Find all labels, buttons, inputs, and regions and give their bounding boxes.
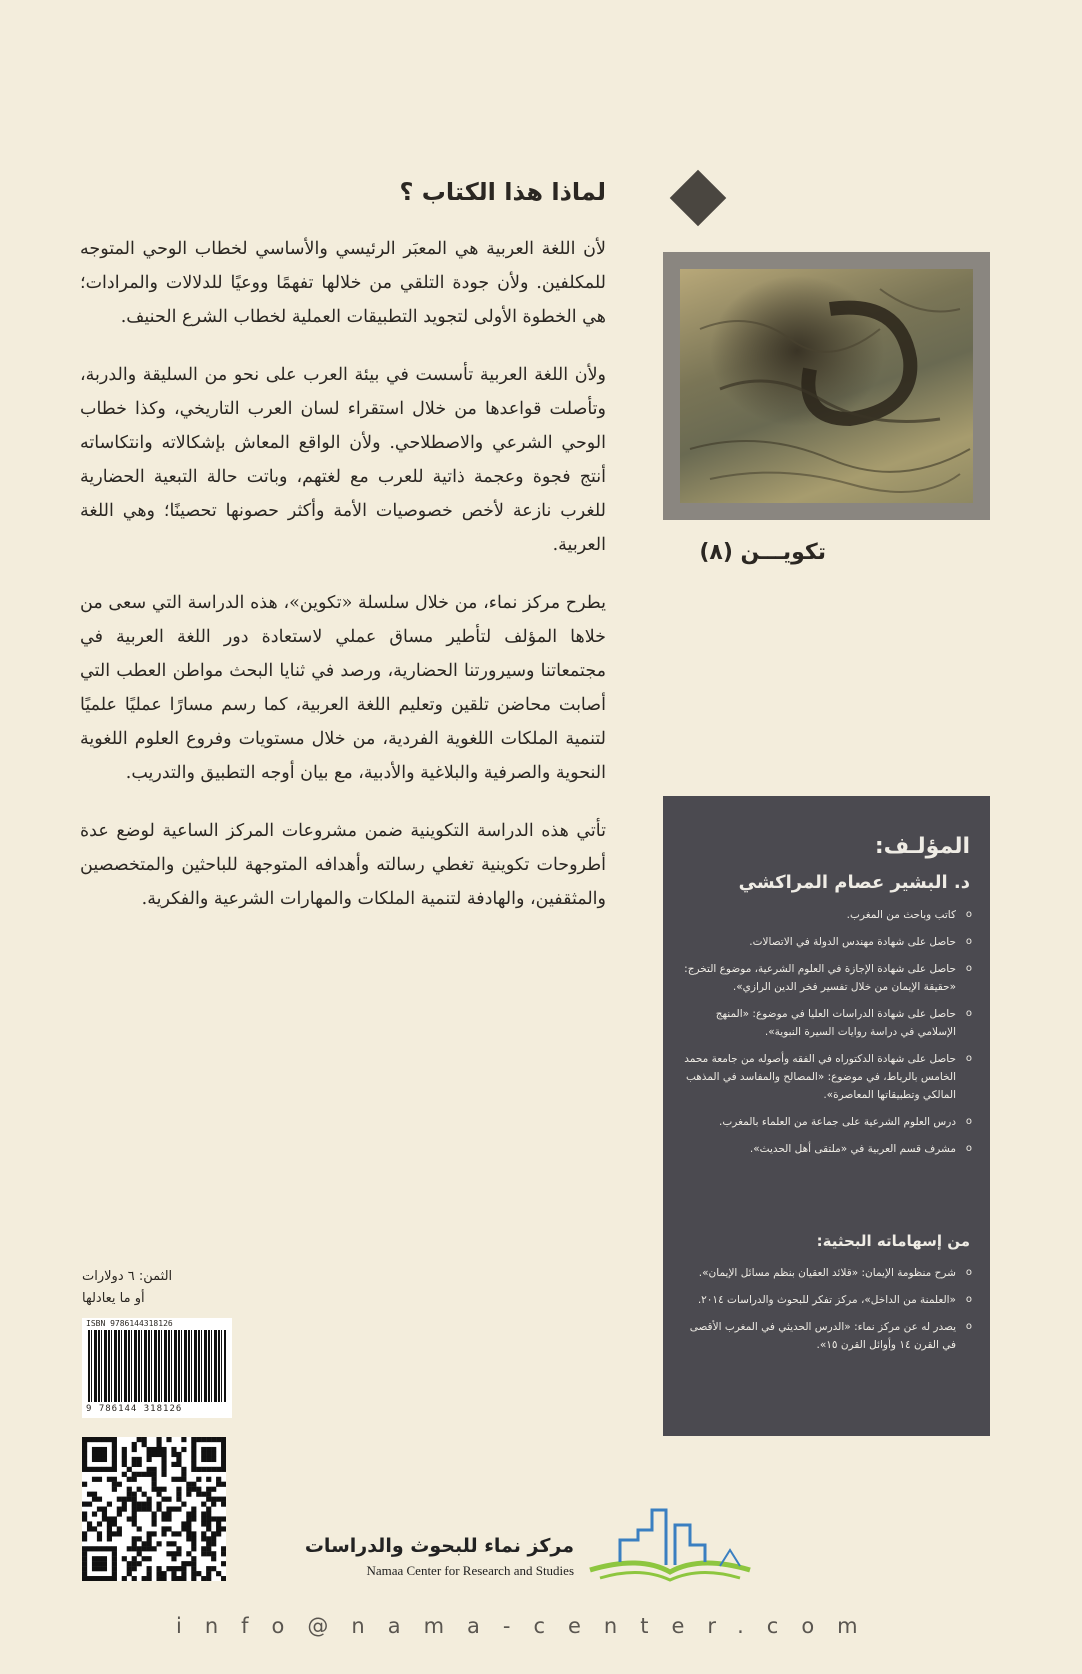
description-text — [80, 232, 606, 940]
paragraph-1: لأن اللغة العربية هي المعبَر الرئيسي والأساسي لخطاب الوحي المتوجه للمكلفين. ولأن جودة التلقي من خلالها تفهمًا ووعيًا للدلالات والمرادات؛ هي الخطوة الأولى لتجويد التطبيقات العملية لخطاب الشرع الحنيف. — [80, 239, 606, 327]
section-heading: لماذا هذا الكتاب ؟ — [399, 178, 606, 206]
contribution-item: o «العلمنة من الداخل»، مركز تفكر للبحوث والدراسات ٢٠١٤. — [680, 1291, 972, 1309]
bio-item: o مشرف قسم العربية في «ملتقى أهل الحديث». — [680, 1140, 972, 1158]
author-box — [663, 796, 990, 1436]
cover-art-frame — [663, 252, 990, 520]
bullet-icon: o — [965, 1321, 972, 1332]
bullet-icon: o — [965, 1267, 972, 1278]
isbn-digits: 9 786144 318126 — [86, 1404, 183, 1414]
author-label: المؤلـف: — [874, 834, 970, 859]
calligraphy-artwork — [680, 269, 973, 503]
author-bio-list — [680, 906, 972, 1167]
bullet-icon: o — [965, 1008, 972, 1019]
paragraph-3: يطرح مركز نماء، من خلال سلسلة «تكوين»، هذه الدراسة التي سعى من خلاها المؤلف لتأطير مساق عملي لاستعادة دور اللغة العربية في مجتمعاتنا وسيرورتنا الحضارية، ورصد في ثنايا البحث مواطن العطب التي أصابت محاضن تلقين وتعليم اللغة العربية، كما رسم مسارًا عمليًا علميًا لتنمية الملكات اللغوية الفردية، من خلال مستويات وفروع العلوم اللغوية النحوية والصرفية والبلاغية والأدبية، مع بيان أوجه التطبيق والتدريب. — [80, 593, 606, 783]
qr-code-icon — [82, 1437, 226, 1581]
contact-email: info@nama-center.com — [176, 1614, 881, 1638]
bio-item: o درس العلوم الشرعية على جماعة من العلماء بالمغرب. — [680, 1113, 972, 1131]
paragraph-2: ولأن اللغة العربية تأسست في بيئة العرب على نحو من السليقة والدربة، وتأصلت قواعدها من خلال استقراء لسان العرب التاريخي، وكذا خطاب الوحي الشرعي والاصطلاحي. ولأن الواقع المعاش بإشكالاته وانتكاساته أنتج فجوة وعجمة ذاتية للعرب مع لغتهم، وباتت حالة التبعية الحضارية للغرب نازعة لأخص خصوصيات الأمة وأكثر حصونها تحصينًا؛ وهي اللغة العربية. — [80, 365, 606, 555]
publisher-logo-icon — [580, 1500, 760, 1585]
bullet-icon: o — [965, 1294, 972, 1305]
publisher-name-arabic: مركز نماء للبحوث والدراسات — [304, 1535, 574, 1557]
barcode-icon — [88, 1330, 226, 1402]
author-name: د. البشير عصام المراكشي — [738, 872, 970, 893]
diamond-ornament-icon — [670, 170, 727, 227]
bio-item: o حاصل على شهادة الدراسات العليا في موضوع: «المنهج الإسلامي في دراسة روايات السيرة النبوية». — [680, 1005, 972, 1041]
contributions-list — [680, 1264, 972, 1363]
contributions-title: من إسهاماته البحثية: — [816, 1232, 970, 1250]
bullet-icon: o — [965, 936, 972, 947]
isbn-barcode — [82, 1318, 232, 1418]
bio-item: o حاصل على شهادة الإجازة في العلوم الشرعية، موضوع التخرج: «حقيقة الإيمان من خلال تفسير فخر الدين الرازي». — [680, 960, 972, 996]
bullet-icon: o — [965, 909, 972, 920]
bullet-icon: o — [965, 1053, 972, 1064]
series-title: تكويـــن (٨) — [699, 540, 826, 565]
bullet-icon: o — [965, 1116, 972, 1127]
contribution-item: o يصدر له عن مركز نماء: «الدرس الحديثي في المغرب الأقصى في القرن ١٤ وأوائل القرن ١٥». — [680, 1318, 972, 1354]
bio-item: o حاصل على شهادة مهندس الدولة في الاتصالات. — [680, 933, 972, 951]
publisher-name-english: Namaa Center for Research and Studies — [366, 1563, 574, 1578]
isbn-label: ISBN 9786144318126 — [86, 1319, 173, 1328]
bio-item: o حاصل على شهادة الدكتوراه في الفقه وأصوله من جامعة محمد الخامس بالرباط، في موضوع: «المصالح والمفاسد في المذهب المالكي وتطبيقاتها المعاصرة». — [680, 1050, 972, 1104]
price-line: الثمن: ٦ دولارات — [82, 1269, 173, 1284]
price — [82, 1266, 232, 1310]
contribution-item: o شرح منظومة الإيمان: «قلائد العقيان بنظم مسائل الإيمان». — [680, 1264, 972, 1282]
bio-item: o كاتب وباحث من المغرب. — [680, 906, 972, 924]
price-equivalent: أو ما يعادلها — [82, 1291, 145, 1306]
paragraph-4: تأتي هذه الدراسة التكوينية ضمن مشروعات المركز الساعية لوضع عدة أطروحات تكوينية تغطي رسالته وأهدافه المتوجهة للباحثين والمتخصصين والمثقفين، والهادفة لتنمية الملكات والمهارات الشرعية والفكرية. — [80, 821, 606, 909]
bullet-icon: o — [965, 1143, 972, 1154]
bullet-icon: o — [965, 963, 972, 974]
